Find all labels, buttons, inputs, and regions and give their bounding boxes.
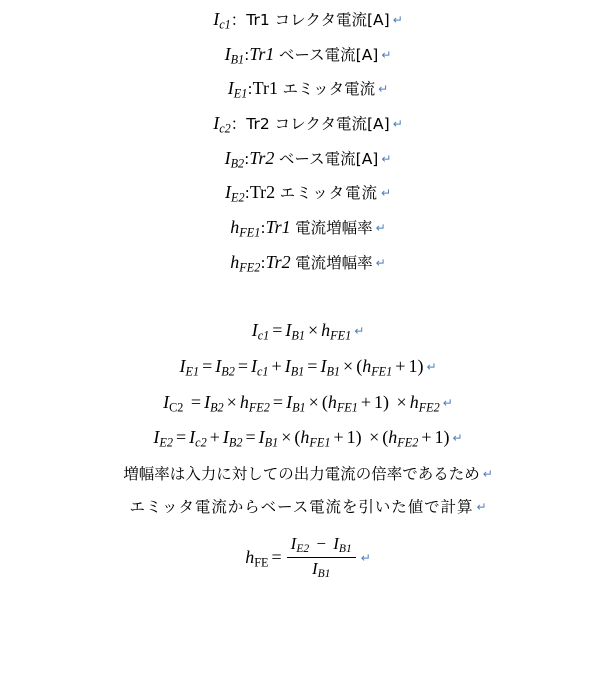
pilcrow-mark: ↵ <box>354 324 365 339</box>
pilcrow-mark: ↵ <box>380 186 392 201</box>
fraction-numerator: $I_{E2} - I_{B1}$ <box>287 535 356 558</box>
equation-list <box>0 321 616 582</box>
pilcrow-mark: ↵ <box>392 13 403 28</box>
symbol-hFE2: $h_{FE2}$ <box>230 251 261 275</box>
definition-text: ベース電流[A] <box>278 149 379 168</box>
definition-text: エミッタ電流 <box>279 184 378 203</box>
tr-label: Tr2 <box>249 182 276 203</box>
definition-item <box>0 149 616 170</box>
separator: ： <box>230 114 247 133</box>
definition-item <box>0 45 616 66</box>
symbol-IB1: $I_{B1}$ <box>224 43 245 67</box>
separator: : <box>260 253 266 272</box>
definition-item <box>0 10 616 31</box>
note-text: エミッタ電流からベース電流を引いた値で計算 <box>129 498 474 517</box>
tr-label: Tr1 <box>265 216 291 237</box>
definition-text: エミッタ電流 <box>282 80 376 99</box>
symbol-IE2: $I_{E2}$ <box>224 182 245 205</box>
pilcrow-mark: ↵ <box>378 82 389 97</box>
definition-text: 電流増幅率 <box>295 253 373 272</box>
pilcrow-mark: ↵ <box>442 395 453 410</box>
equation-4: $I_{E2} = I_{c2} + I_{B2} = I_{B1} \times (h_{FE1} + 1) \times (h_{FE2} + 1)$ ↵ <box>153 427 463 450</box>
definition-text: 電流増幅率 <box>295 218 373 237</box>
definition-item <box>0 253 616 274</box>
equation-1: $I_{c1} = I_{B1} \times h_{FE1}$ ↵ <box>251 320 365 343</box>
symbol-hFE: hFE <box>245 546 269 570</box>
separator: : <box>247 80 253 99</box>
symbol-Ic1: $I_{c1}$ <box>213 9 231 32</box>
symbol-IE1: $I_{E1}$ <box>227 78 248 101</box>
separator: : <box>244 184 250 203</box>
pilcrow-mark: ↵ <box>375 220 386 235</box>
pilcrow-mark: ↵ <box>476 500 487 515</box>
final-equation: hFE = $\frac{I_{E2} - I_{B1}}{I_{B1}}$ ↵ <box>245 533 371 581</box>
definition-list <box>0 10 616 273</box>
section-spacer <box>0 287 616 321</box>
pilcrow-mark: ↵ <box>482 466 493 481</box>
definition-item <box>0 114 616 135</box>
tr-label: Tr1 <box>249 43 275 64</box>
equation-2: $I_{E1} = I_{B2} = I_{c1} + I_{B1} = I_{B1} \times (h_{FE1} + 1)$ ↵ <box>179 355 437 379</box>
symbol-IB2: $I_{B2}$ <box>224 147 245 171</box>
note-line <box>0 497 616 516</box>
separator: : <box>244 45 250 64</box>
definition-text: Tr2 コレクタ電流[A] <box>246 114 390 133</box>
definition-item <box>0 183 616 204</box>
definition-item <box>0 79 616 100</box>
pilcrow-mark: ↵ <box>392 117 403 132</box>
tr-label: Tr2 <box>249 147 275 168</box>
equation-3: $IC2 = I_{B2} \times h_{FE2} = I_{B1} \times (h_{FE1} + 1) \times h_{FE2}$ ↵ <box>163 391 453 414</box>
separator: ： <box>230 11 247 29</box>
definition-text: ベース電流[A] <box>278 45 379 64</box>
symbol-Ic2: $I_{c2}$ <box>213 112 231 136</box>
fraction <box>287 535 356 581</box>
pilcrow-mark: ↵ <box>426 359 437 374</box>
tr-label: Tr2 <box>265 251 291 272</box>
symbol-hFE1: $h_{FE1}$ <box>230 216 261 240</box>
pilcrow-mark: ↵ <box>452 431 463 446</box>
fraction-denominator: $I_{B1}$ <box>311 558 331 581</box>
definition-item <box>0 218 616 239</box>
pilcrow-mark: ↵ <box>375 255 386 270</box>
note-line <box>0 464 616 483</box>
separator: : <box>244 149 250 168</box>
pilcrow-mark: ↵ <box>360 551 371 565</box>
pilcrow-mark: ↵ <box>381 151 392 166</box>
pilcrow-mark: ↵ <box>381 47 392 62</box>
separator: : <box>260 218 266 237</box>
definition-text: Tr1 コレクタ電流[A] <box>246 11 390 29</box>
note-text: 増幅率は入力に対しての出力電流の倍率であるため <box>123 464 480 483</box>
tr-label: Tr1 <box>252 78 278 99</box>
